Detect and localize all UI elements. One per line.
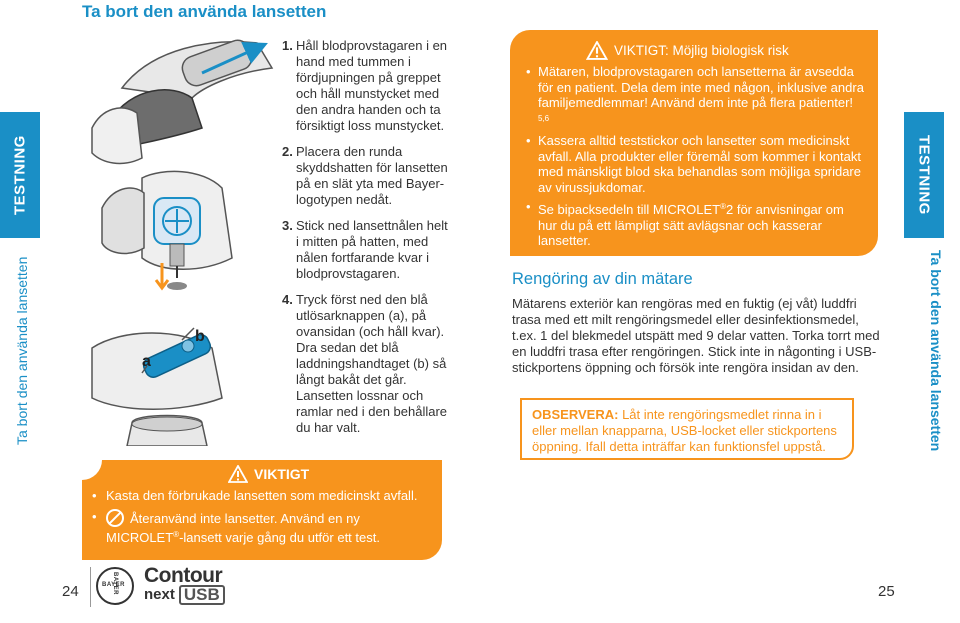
warning-triangle-icon [586, 41, 608, 60]
brand-microlet: MICROLET [652, 202, 721, 217]
biohazard-warning-box [510, 30, 878, 256]
warning-item-dispose [92, 488, 437, 504]
step-text: Håll blodprovstagaren i en hand med tummen i fördjupningen på greppet och håll munstycket med den andra handen och ta försiktigt loss munstycket. [296, 38, 448, 133]
brand-logos [96, 564, 225, 605]
warning-list [92, 488, 437, 551]
side-label-right: Ta bort den använda lansetten [928, 250, 944, 452]
logo-sub [144, 585, 225, 605]
bayer-cross-logo [96, 567, 134, 605]
step-2 [282, 144, 452, 208]
step-text: Tryck först ned den blå utlösarknappen (a), på ovansidan (och håll kvar). Dra sedan det blå laddningshandtaget (b) så långt bakåt det går. Lansetten lossnar och ramlar ned i den behållare du har valt. [296, 292, 448, 435]
step-number: 4. [282, 292, 293, 307]
contour-next-usb-logo [144, 564, 225, 605]
step-number: 1. [282, 38, 293, 53]
note-box [520, 398, 854, 460]
biohazard-warning-list [526, 64, 866, 253]
warning-item-text: -lansett varje gång du utför ett test. [179, 530, 380, 545]
footer-divider [90, 567, 91, 607]
lancet-removal-illustration [82, 28, 278, 446]
step-text: Placera den runda skyddshatten för lansetten på en slät yta med Bayer-logotypen nedåt. [296, 144, 448, 207]
biohazard-item-text: 2 för anvisningar om hur du på ett lämpligt sätt avlägsnar och kasserar lansetter. [538, 202, 844, 248]
biohazard-item-leaflet [526, 199, 866, 249]
logo-contour: Contour [144, 564, 223, 587]
warning-item-text: Kasta den förbrukade lansetten som medicinskt avfall. [106, 488, 418, 503]
step-4 [282, 292, 452, 436]
cleaning-body: Mätarens exteriör kan rengöras med en fuktig (ej våt) luddfri trasa med ett milt rengöringsmedel eller desinfektionsmedel, t.ex. 1 del blekmedel utspätt med 9 delar vatten. Torka torrt med en luddfri trasa efter rengöringen. Stick inte in någonting i USB-stickportens öppning och försök inte rengöra insidan av den. [512, 296, 880, 375]
registered-mark: ® [173, 530, 180, 539]
biohazard-warning-heading [586, 41, 789, 60]
registered-mark: ® [720, 202, 726, 211]
logo-usb: USB [179, 585, 225, 605]
illustration-drawing [82, 28, 278, 446]
logo-next: next [144, 586, 175, 603]
step-1 [282, 38, 452, 134]
page-number-left: 24 [62, 583, 79, 600]
warning-heading [228, 465, 309, 483]
step-number: 3. [282, 218, 293, 233]
warning-item-no-reuse [92, 509, 437, 546]
warning-item-text: Återanvänd inte lansetter. Använd en ny [130, 511, 360, 526]
step-3 [282, 218, 452, 282]
reference-superscript: 5,6 [538, 113, 550, 123]
illustration-label-b: b [195, 328, 205, 345]
warning-triangle-icon [228, 465, 248, 483]
illustration-label-a: a [142, 353, 151, 370]
biohazard-item-text: Mätaren, blodprovstagaren och lansetterna är avsedda för en patient. Dela dem inte med någon, inklusive andra familjemedlemmar! Använd dem inte på flera patienter! [538, 64, 864, 110]
no-reuse-icon [106, 509, 124, 527]
side-label-left: Ta bort den använda lansetten [14, 256, 30, 446]
step-number: 2. [282, 144, 293, 159]
side-tab-testning-right: TESTNING [904, 112, 944, 238]
bayer-logo-text-vertical: BAYER [112, 572, 118, 595]
warning-title: VIKTIGT [254, 466, 310, 482]
biohazard-item-text: Se bipacksedeln till [538, 202, 650, 217]
page-title: Ta bort den använda lansetten [82, 2, 327, 21]
note-text: Låt inte rengöringsmedlet rinna in i eller mellan knapparna, USB-locket eller stickportens öppning. Ifall detta inträffar kan funktionsfel uppstå. [532, 407, 837, 454]
biohazard-item-dispose [526, 133, 866, 195]
steps-list [282, 38, 452, 446]
bayer-logo-text-horizontal: BAYER [102, 582, 125, 588]
important-warning-box [82, 460, 442, 560]
side-tab-testning-left: TESTNING [0, 112, 40, 238]
note-label: OBSERVERA: [532, 407, 619, 422]
cleaning-heading: Rengöring av din mätare [512, 270, 693, 288]
step-text: Stick ned lansettnålen helt i mitten på hatten, med nålen fortfarande kvar i blodprovstagaren. [296, 218, 448, 281]
biohazard-warning-title: VIKTIGT: Möjlig biologisk risk [614, 42, 789, 58]
biohazard-item-text: Kassera alltid teststickor och lansetter som medicinskt avfall. Alla produkter eller föremål som kommer i kontakt med mänskligt blod ska behandlas som möjliga spridare av virussjukdomar. [538, 133, 861, 195]
page-number-right: 25 [878, 583, 895, 600]
brand-microlet: MICROLET [106, 530, 174, 545]
biohazard-item-single-patient [526, 64, 866, 129]
